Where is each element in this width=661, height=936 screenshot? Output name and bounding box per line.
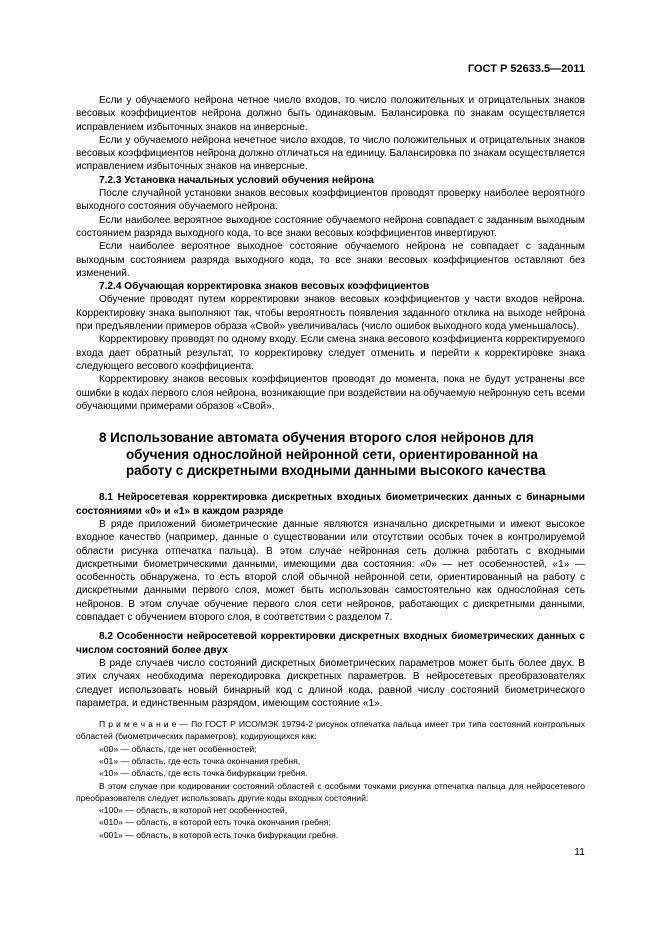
paragraph: Если у обучаемого нейрона четное число входов, то число положительных и отрицательных знаков весовых коэффициентов нейрона должно быть одинаковым. Балансировка по знакам осуществляется исправлением избыточных знаков на инверсные. <box>76 95 585 133</box>
subsection-title-7-2-3: 7.2.3 Установка начальных условий обучения нейрона <box>99 174 374 186</box>
paragraph: В ряде приложений биометрические данные являются изначально дискретными и имеют высокое входное качество (например, данные о существовании или отсутствии особых точек в контролируемой области рисунка отпечатка пальца). В этом случае нейронная сеть должна работать с входными дискретными биометрическими данными, имеющими два состояния: «0» — нет особенностей, «1» — особенность обнаружена, то есть второй слой обычной нейронной сети, ориентированный на работу с дискретными данными первого слоя, может быть использован самостоятельно как однослойная сеть нейронов. В этом случае обучение первого слоя сети нейронов, работающих с дискретными данными, совпадает с обучением второго слоя, в соответствии с разделом 7. <box>76 518 585 624</box>
document-header: ГОСТ Р 52633.5—2011 <box>467 63 585 75</box>
paragraph: Если наиболее вероятное выходное состояние обучаемого нейрона не совпадает с заданным выходным состоянием разряда выходного кода, то все знаки весовых коэффициентов оставляют без изменений. <box>76 241 585 279</box>
note-lead: П р и м е ч а н и е — По ГОСТ Р ИСО/МЭК 19794-2 рисунок отпечатка пальца имеет три типа состояний контрольных областей (биометрических параметров), кодирующихся как: <box>76 719 585 742</box>
note-item: «001» — область, в которой есть точка бифуркации гребня. <box>99 829 339 840</box>
note-item: «00» — область, где нет особенностей; <box>99 743 257 754</box>
paragraph: Корректировку проводят по одному входу. Если смена знака весового коэффициента корректируемого входа дает обратный результат, то корректировку следует отменить и перейти к корректировке знака следующего весового коэффициента. <box>76 334 585 372</box>
paragraph: В ряде случаев число состояний дискретных биометрических параметров может быть более двух. В этих случаях необходима перекодировка дискретных параметров. В нейросетевых преобразователях следует использовать новый бинарный код с длиной кода, равной числу состояний биометрического параметра, и единственным разрядом, имеющим состояние «1». <box>76 657 585 709</box>
page-number: 11 <box>574 846 585 858</box>
note-item: «010» — область, в которой есть точка окончания гребня; <box>99 817 331 828</box>
note-item: «01» — область, где есть точка окончания гребня, <box>99 755 301 766</box>
paragraph: Если наиболее вероятное выходное состояние обучаемого нейрона совпадает с заданным выходным состоянием разряда выходного кода, то все знаки весовых коэффициентов инвертируют. <box>76 214 585 239</box>
subsection-title-7-2-4: 7.2.4 Обучающая корректировка знаков весовых коэффициентов <box>99 281 430 293</box>
paragraph: Обучение проводят путем корректировки знаков весовых коэффициентов у части входов нейрона. Корректировку знака выполняют так, чтобы вероятность появления заданного отклика на выходе нейрона при предъявлении примеров образа «Свой» увеличивалась (число ошибок выходного кода уменьшалось). <box>76 294 585 333</box>
subsection-title-8-2: 8.2 Особенности нейросетевой корректировки дискретных входных биометрических данных с числом состояний более двух <box>76 631 585 656</box>
paragraph: Корректировку знаков весовых коэффициентов проводят до момента, пока не будут устранены все ошибки в кодах первого слоя нейрона, возникающие при воздействии на обучаемую нейронную сеть всеми обучающими примерами образов «Свой». <box>76 374 585 412</box>
note-item: «10» — область, где есть точка бифуркации гребня. <box>99 768 308 779</box>
page-content <box>76 94 585 841</box>
paragraph: После случайной установки знаков весовых коэффициентов проводят проверку наиболее вероятного выходного состояния обучаемого нейрона. <box>76 188 585 213</box>
spacer <box>76 710 585 718</box>
note-text: В этом случае при кодировании состояний областей с особыми точками рисунка отпечатка пальца для нейросетевого преобразователя следует использовать другие коды входных состояний: <box>76 780 585 803</box>
paragraph: Если у обучаемого нейрона нечетное число входов, то число положительных и отрицательных знаков весовых коэффициентов нейрона должно отличаться на единицу. Балансировка по знакам осуществляется исправлением избыточных знаков на инверсные. <box>76 134 585 173</box>
section-title-8: 8 Использование автомата обучения второго слоя нейронов для обучения однослойной нейронной сети, ориентированной на работу с дискретными входными данными высокого качества <box>99 430 546 478</box>
subsection-title-8-1: 8.1 Нейросетевая корректировка дискретных входных биометрических данных с бинарными состояниями «0» и «1» в каждом разряде <box>76 492 585 517</box>
note-item: «100» — область, в которой нет особенностей, <box>99 805 288 816</box>
